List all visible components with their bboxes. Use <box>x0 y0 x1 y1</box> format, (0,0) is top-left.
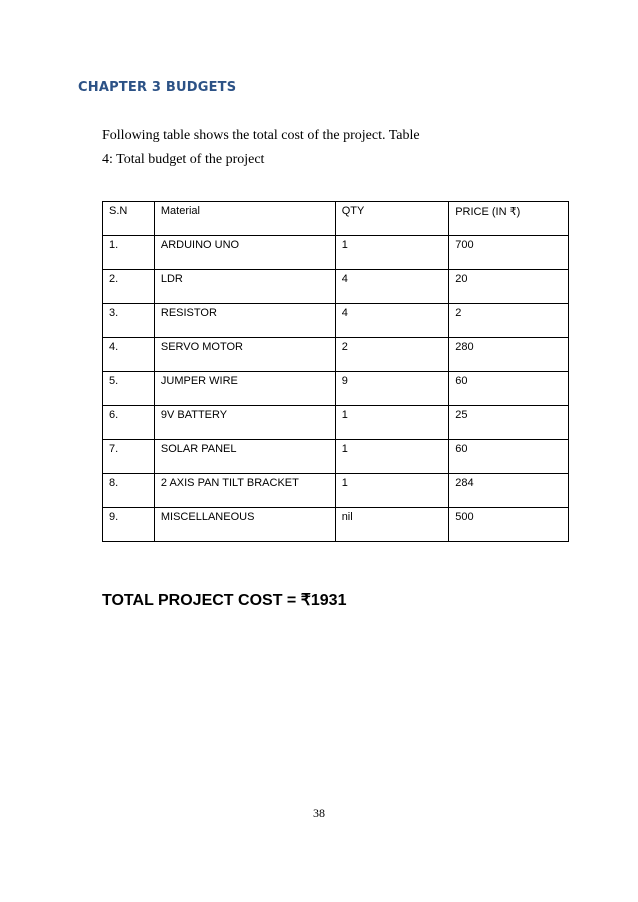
cell-price: 60 <box>449 372 569 406</box>
header-price: PRICE (IN ₹) <box>449 202 569 236</box>
cell-material: SERVO MOTOR <box>154 338 335 372</box>
cell-sn: 7. <box>103 440 155 474</box>
header-qty: QTY <box>335 202 449 236</box>
cell-sn: 2. <box>103 270 155 304</box>
cell-material: ARDUINO UNO <box>154 236 335 270</box>
cell-sn: 9. <box>103 508 155 542</box>
cell-price: 280 <box>449 338 569 372</box>
cell-qty: 1 <box>335 474 449 508</box>
intro-line: 4: Total budget of the project <box>102 152 265 167</box>
cell-material: SOLAR PANEL <box>154 440 335 474</box>
cell-qty: 4 <box>335 304 449 338</box>
cell-price: 60 <box>449 440 569 474</box>
table-row <box>103 338 569 372</box>
cell-qty: 1 <box>335 440 449 474</box>
table-row <box>103 440 569 474</box>
table-row <box>103 270 569 304</box>
table-row <box>103 304 569 338</box>
cell-price: 2 <box>449 304 569 338</box>
cell-sn: 3. <box>103 304 155 338</box>
header-sn: S.N <box>103 202 155 236</box>
cell-sn: 1. <box>103 236 155 270</box>
cell-material: LDR <box>154 270 335 304</box>
cell-sn: 4. <box>103 338 155 372</box>
cell-material: MISCELLANEOUS <box>154 508 335 542</box>
cell-sn: 5. <box>103 372 155 406</box>
table-row <box>103 406 569 440</box>
cell-price: 700 <box>449 236 569 270</box>
cell-qty: 9 <box>335 372 449 406</box>
cell-material: RESISTOR <box>154 304 335 338</box>
cell-sn: 6. <box>103 406 155 440</box>
cell-material: JUMPER WIRE <box>154 372 335 406</box>
cell-price: 500 <box>449 508 569 542</box>
table-header-row <box>103 202 569 236</box>
chapter-title: CHAPTER 3 BUDGETS <box>78 80 237 95</box>
cell-material: 9V BATTERY <box>154 406 335 440</box>
cell-qty: nil <box>335 508 449 542</box>
header-material: Material <box>154 202 335 236</box>
cell-qty: 4 <box>335 270 449 304</box>
cell-qty: 1 <box>335 236 449 270</box>
table-row <box>103 236 569 270</box>
table-row <box>103 474 569 508</box>
budget-table <box>102 201 569 542</box>
cell-qty: 1 <box>335 406 449 440</box>
cell-qty: 2 <box>335 338 449 372</box>
cell-price: 284 <box>449 474 569 508</box>
table-row <box>103 508 569 542</box>
intro-paragraph <box>102 124 582 172</box>
cell-price: 20 <box>449 270 569 304</box>
intro-line: Following table shows the total cost of the project. Table <box>102 128 420 143</box>
total-project-cost: TOTAL PROJECT COST = ₹1931 <box>102 592 347 609</box>
cell-material: 2 AXIS PAN TILT BRACKET <box>154 474 335 508</box>
cell-price: 25 <box>449 406 569 440</box>
page-number: 38 <box>313 806 325 820</box>
cell-sn: 8. <box>103 474 155 508</box>
table-row <box>103 372 569 406</box>
